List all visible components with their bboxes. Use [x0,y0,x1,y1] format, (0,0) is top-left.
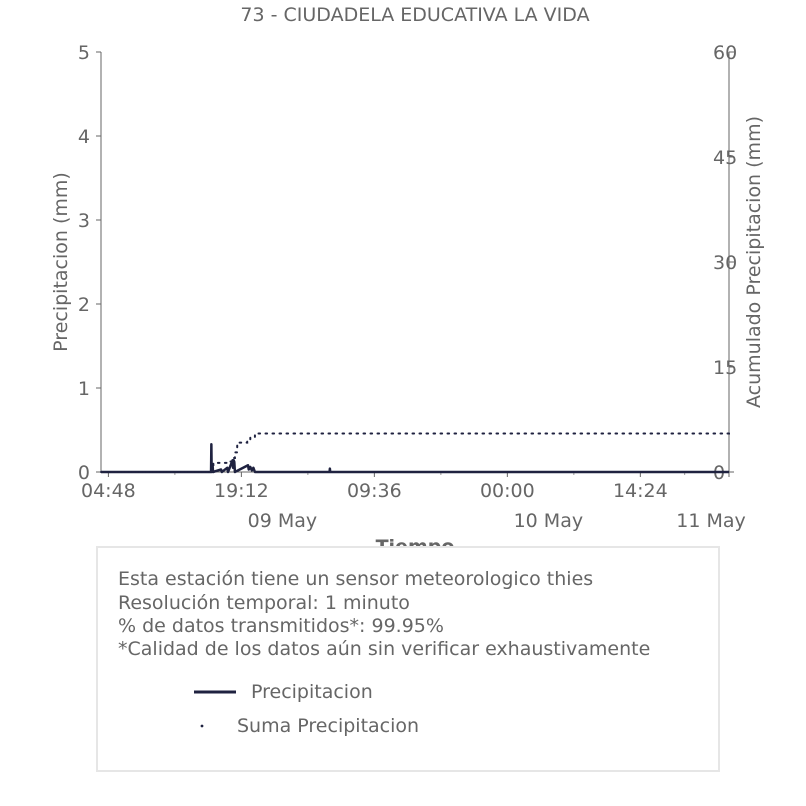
right-tick-label: 0 [713,462,726,484]
chart-title: 73 - CIUDADELA EDUCATIVA LA VIDA [240,4,590,26]
left-tick-label: 4 [77,126,90,148]
x-tick-label: 19:12 [213,480,269,502]
precipitacion-line [101,444,729,472]
x-tick-date-label: 09 May [247,510,318,532]
suma-precipitacion-line [101,433,729,472]
y-axis-label: Precipitacion (mm) [50,172,72,352]
info-transmitted-text: % de datos transmitidos*: 99.95% [118,615,444,637]
y2-axis-label: Acumulado Precipitacion (mm) [743,116,765,408]
x-tick-label: 14:24 [612,480,668,502]
legend-dotted-swatch [194,716,210,736]
left-tick-label: 3 [77,210,90,232]
x-tick-label: 04:48 [81,480,136,502]
x-tick-date-label: 11 May [676,510,746,532]
left-tick-label: 1 [77,378,90,400]
right-tick-label: 45 [713,147,738,169]
x-tick-label: 09:36 [346,480,402,502]
right-tick-label: 60 [713,42,738,64]
left-tick-label: 2 [77,294,90,316]
info-resolution-text: Resolución temporal: 1 minuto [118,592,410,614]
series-layer [101,433,729,472]
info-quality-note: *Calidad de los datos aún sin verificar exhaustivamente [118,638,651,660]
right-axis-ticks [713,42,737,484]
right-tick-label: 15 [713,357,738,379]
left-tick-label: 0 [77,462,90,484]
left-axis-ticks [78,42,101,484]
legend-precipitacion-label: Precipitacion [251,681,373,703]
x-axis-ticks [81,472,746,532]
x-tick-label: 00:00 [479,480,535,502]
legend-solid-swatch [192,682,238,702]
right-tick-label: 30 [713,252,738,274]
left-tick-label: 5 [77,42,90,64]
x-tick-date-label: 10 May [513,510,584,532]
info-box [96,546,720,772]
legend-suma-label: Suma Precipitacion [237,715,420,737]
info-sensor-text: Esta estación tiene un sensor meteorologico thies [118,568,594,590]
